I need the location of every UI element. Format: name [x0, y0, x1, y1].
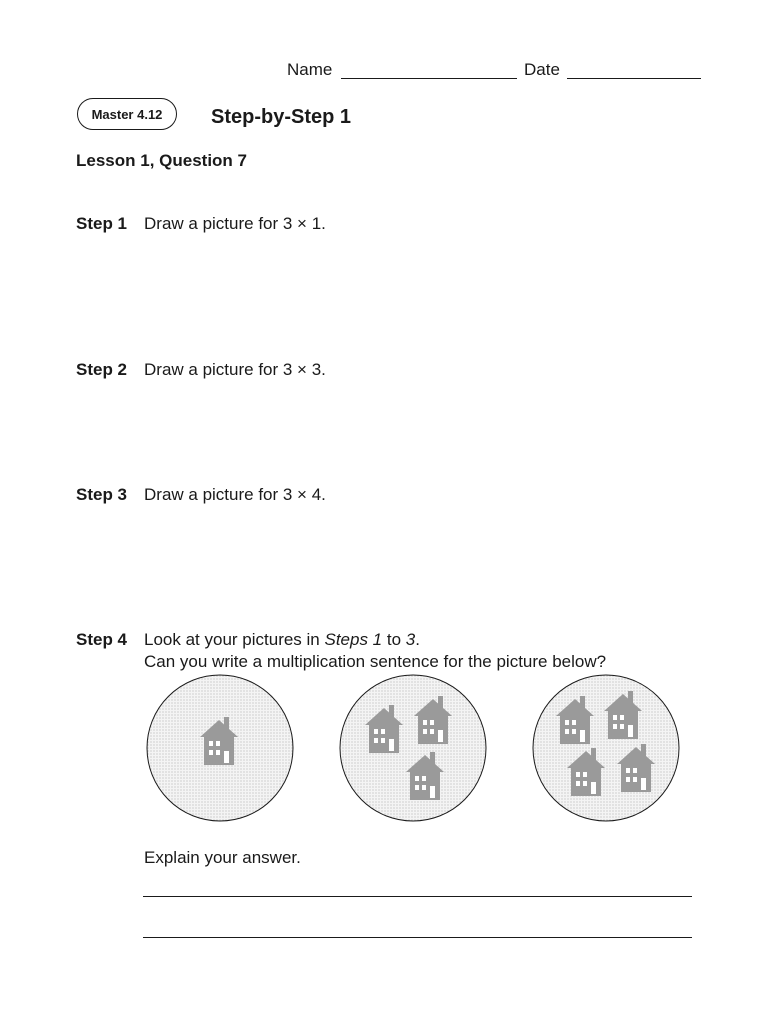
page-title: Step-by-Step 1 — [211, 106, 352, 128]
group-circle-2 — [340, 675, 486, 821]
step-3-label: Step 3 — [76, 485, 128, 504]
step-4-text-line2: Can you write a multiplication sentence for the picture below? — [144, 652, 607, 671]
answer-line-1[interactable] — [143, 896, 692, 897]
name-label: Name — [287, 60, 333, 79]
step-4 — [76, 630, 420, 650]
step-1-text: Draw a picture for 3 × 1. — [144, 214, 326, 233]
step-1 — [76, 214, 326, 234]
step-2 — [76, 360, 326, 380]
master-badge: Master 4.12 — [77, 98, 177, 130]
date-field[interactable] — [567, 78, 701, 79]
house-groups — [0, 660, 770, 840]
group-circle-3 — [533, 675, 679, 821]
step-2-label: Step 2 — [76, 360, 128, 379]
step-2-text: Draw a picture for 3 × 3. — [144, 360, 326, 379]
explain-prompt: Explain your answer. — [144, 848, 301, 867]
answer-line-2[interactable] — [143, 937, 692, 938]
date-label: Date — [524, 60, 560, 79]
lesson-heading: Lesson 1, Question 7 — [76, 151, 247, 170]
group-circle-1 — [147, 675, 293, 821]
step-3-text: Draw a picture for 3 × 4. — [144, 485, 326, 504]
step-4-text: Look at your pictures in Steps 1 to 3. — [144, 630, 420, 649]
step-1-label: Step 1 — [76, 214, 128, 233]
name-field[interactable] — [341, 78, 517, 79]
step-4-label: Step 4 — [76, 630, 128, 649]
step-3 — [76, 485, 326, 505]
